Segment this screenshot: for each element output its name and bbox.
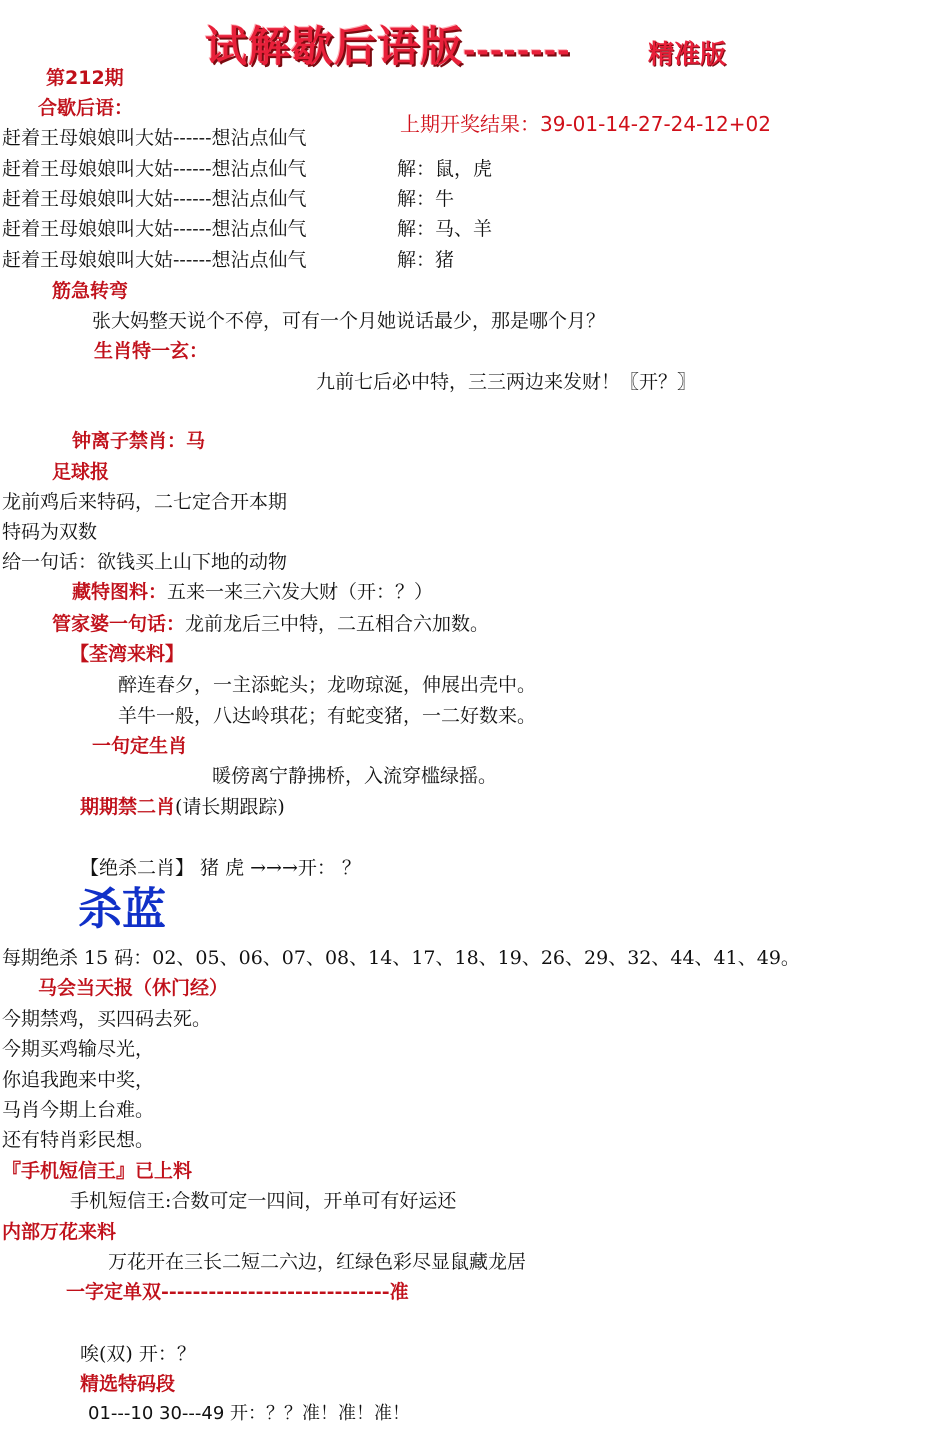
yizi-heading: 一字定单双-----------------------------准 bbox=[66, 1281, 409, 1303]
xiehouyu-line-2: 赶着王母娘娘叫大姑------想沾点仙气 bbox=[2, 158, 307, 180]
neibu-heading: 内部万花来料 bbox=[2, 1221, 117, 1243]
jinji-heading: 筋急转弯 bbox=[52, 280, 129, 302]
jingxuan-text: 01---10 30---49 开：？？准！准！准！ bbox=[88, 1403, 411, 1424]
qiqi-note: (请长期跟踪) bbox=[175, 796, 285, 818]
cangte-text: 五来一来三六发大财（开：？） bbox=[167, 581, 434, 603]
quanwan-line-1: 醉连春夕，一主添蛇头；龙吻琼涎，伸展出壳中。 bbox=[118, 674, 537, 696]
quanwan-heading: 【荃湾来料】 bbox=[70, 643, 185, 665]
xiehouyu-answer-4: 解：马、羊 bbox=[397, 218, 493, 240]
jinji-text: 张大妈整天说个不停，可有一个月她说话最少，那是哪个月？ bbox=[92, 310, 606, 332]
qiqi-line bbox=[80, 795, 285, 819]
shouji-text: 手机短信王:合数可定一四间，开单可有好运还 bbox=[70, 1190, 457, 1212]
xiehouyu-answer-2: 解：鼠，虎 bbox=[397, 158, 493, 180]
mahui-heading: 马会当天报（休门经） bbox=[38, 977, 229, 999]
last-result: 上期开奖结果：39-01-14-27-24-12+02 bbox=[400, 112, 771, 136]
xiehouyu-answer-5: 解：猪 bbox=[397, 249, 455, 271]
shouji-heading: 『手机短信王』已上料 bbox=[2, 1160, 193, 1182]
meiqi-line: 每期绝杀 15 码：02、05、06、07、08、14、17、18、19、26、29、32、44、41、49。 bbox=[2, 947, 800, 969]
mahui-line-3: 你追我跑来中奖， bbox=[2, 1069, 155, 1091]
mahui-line-5: 还有特肖彩民想。 bbox=[2, 1129, 155, 1151]
xiehouyu-line-5: 赶着王母娘娘叫大姑------想沾点仙气 bbox=[2, 249, 307, 271]
qiqi-heading: 期期禁二肖 bbox=[80, 796, 176, 818]
xiehouyu-line-1: 赶着王母娘娘叫大姑------想沾点仙气 bbox=[2, 127, 307, 149]
zuqiu-line-3: 给一句话：欲钱买上山下地的动物 bbox=[2, 551, 288, 573]
yiju-text: 暖傍离宁静拂桥，入流穿槛绿摇。 bbox=[212, 765, 498, 787]
shalan-label: 杀蓝 bbox=[78, 884, 166, 935]
guanjia-label: 管家婆一句话： bbox=[52, 613, 186, 635]
quanwan-line-2: 羊牛一般，八达岭琪花；有蛇变猪，一二好数来。 bbox=[118, 705, 537, 727]
page-title-text: 试解歇后语版 bbox=[205, 22, 464, 71]
xiehouyu-line-3: 赶着王母娘娘叫大姑------想沾点仙气 bbox=[2, 188, 307, 210]
title-dashes: -------- bbox=[463, 34, 571, 69]
page-title bbox=[205, 14, 571, 74]
xiehouyu-answer-3: 解：牛 bbox=[397, 188, 455, 210]
mahui-line-2: 今期买鸡输尽光， bbox=[2, 1038, 155, 1060]
neibu-text: 万花开在三长二短二六边，红绿色彩尽显鼠藏龙居 bbox=[108, 1251, 527, 1273]
mahui-line-1: 今期禁鸡，买四码去死。 bbox=[2, 1008, 212, 1030]
juesha-line: 【绝杀二肖】 猪 虎 →→→开： ？ bbox=[80, 857, 361, 879]
guanjia-line bbox=[52, 612, 489, 636]
zuqiu-line-1: 龙前鸡后来特码，二七定合开本期 bbox=[2, 491, 288, 513]
yizi-text: 唉(双) 开：？ bbox=[80, 1343, 196, 1365]
zuqiu-line-2: 特码为双数 bbox=[2, 521, 98, 543]
mahui-line-4: 马肖今期上台难。 bbox=[2, 1099, 155, 1121]
yiju-heading: 一句定生肖 bbox=[92, 735, 188, 757]
shengxiao-heading: 生肖特一玄： bbox=[94, 340, 209, 362]
issue-number: 第212期 bbox=[46, 67, 124, 89]
jingxuan-heading: 精选特码段 bbox=[80, 1373, 176, 1395]
zuqiu-heading: 足球报 bbox=[52, 461, 110, 483]
xiehouyu-line-4: 赶着王母娘娘叫大姑------想沾点仙气 bbox=[2, 218, 307, 240]
shengxiao-text: 九前七后必中特，三三两边来发财！〖开？〗 bbox=[316, 371, 697, 393]
cangte-label: 藏特图料： bbox=[72, 581, 168, 603]
xiehouyu-heading: 合歇后语： bbox=[38, 97, 134, 119]
guanjia-text: 龙前龙后三中特，二五相合六加数。 bbox=[185, 613, 490, 635]
zhongli-line: 钟离子禁肖：马 bbox=[72, 430, 206, 452]
page-subtitle: 精准版 bbox=[648, 40, 727, 70]
cangte-line bbox=[72, 580, 433, 604]
